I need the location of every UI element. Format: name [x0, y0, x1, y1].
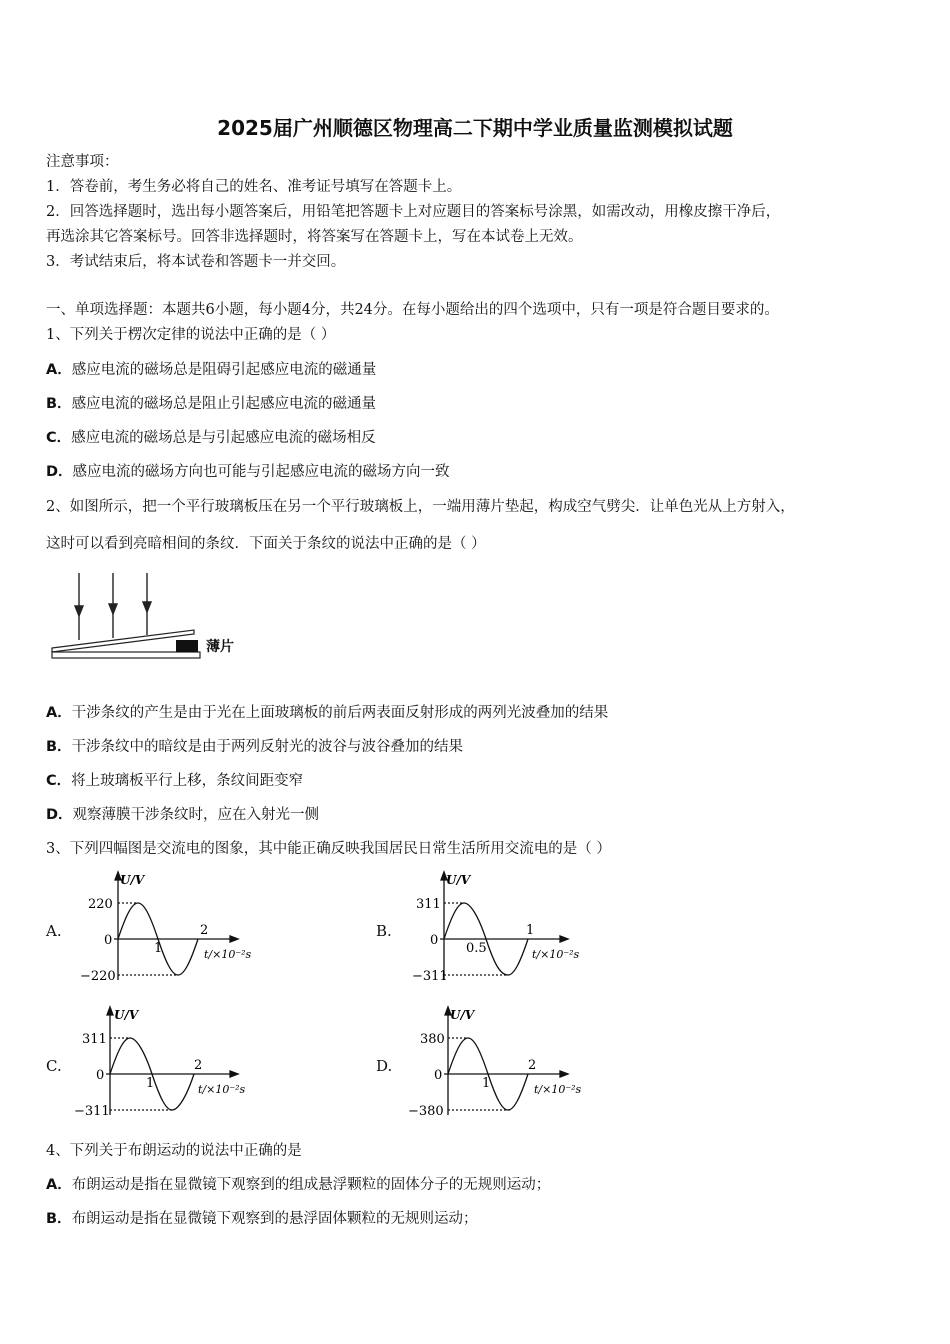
page-title: 2025届广州顺德区物理高二下期中学业质量监测模拟试题 — [217, 116, 733, 140]
option-text: 观察薄膜干涉条纹时，应在入射光一侧 — [72, 807, 320, 823]
q2-option-d — [46, 805, 319, 825]
graph-d-letter: D. — [376, 1057, 393, 1075]
y-axis-label: U/V — [450, 1008, 475, 1022]
notice-item: 再选涂其它答案标号。回答非选择题时，将答案写在答题卡上，写在本试卷上无效。 — [46, 229, 583, 245]
peak-negative-label: −311 — [412, 969, 448, 984]
x-axis-label: t/×10⁻²s — [532, 948, 580, 961]
origin-label: 0 — [96, 1068, 105, 1083]
peak-negative-label: −220 — [80, 969, 116, 984]
peak-positive-label: 311 — [82, 1032, 107, 1047]
q2-option-b — [46, 737, 463, 757]
notice-item: 1．答卷前，考生务必将自己的姓名、准考证号填写在答题卡上。 — [46, 179, 462, 195]
option-text: 干涉条纹中的暗纹是由于两列反射光的波谷与波谷叠加的结果 — [71, 739, 464, 755]
origin-label: 0 — [104, 933, 113, 948]
question-2-stem-cont: 这时可以看到亮暗相间的条纹．下面关于条纹的说法中正确的是（ ） — [46, 536, 486, 552]
x-axis-label: t/×10⁻²s — [198, 1083, 246, 1096]
option-letter: D． — [46, 464, 73, 480]
option-letter: B． — [46, 396, 72, 412]
peak-negative-label: −311 — [74, 1104, 110, 1119]
question-3-stem: 3、下列四幅图是交流电的图象，其中能正确反映我国居民日常生活所用交流电的是（ ） — [46, 841, 611, 857]
peak-positive-label: 311 — [416, 897, 441, 912]
y-axis-label: U/V — [114, 1008, 139, 1022]
option-text: 感应电流的磁场总是阻碍引起感应电流的磁通量 — [71, 362, 377, 378]
option-text: 布朗运动是指在显微镜下观察到的悬浮固体颗粒的无规则运动； — [71, 1211, 478, 1227]
option-letter: A． — [46, 362, 72, 378]
arrow-head — [109, 604, 117, 614]
q2-option-c — [46, 771, 303, 791]
question-2-stem: 2、如图所示，把一个平行玻璃板压在另一个平行玻璃板上，一端用薄片垫起，构成空气劈尖．让单色光从上方射入， — [46, 499, 795, 515]
option-text: 感应电流的磁场总是与引起感应电流的磁场相反 — [71, 430, 376, 446]
lower-glass-plate — [52, 652, 200, 658]
tick-label: 2 — [528, 1058, 537, 1073]
graph-c-letter: C. — [46, 1057, 62, 1075]
q1-option-a — [46, 360, 376, 380]
tick-label: 1 — [482, 1076, 491, 1091]
tick-label: 1 — [146, 1076, 155, 1091]
notice-heading: 注意事项： — [46, 154, 119, 170]
y-axis-label: U/V — [446, 873, 471, 887]
origin-label: 0 — [430, 933, 439, 948]
x-arrow — [560, 1071, 568, 1077]
peak-negative-label: −380 — [408, 1104, 444, 1119]
upper-glass-plate — [52, 630, 194, 652]
x-axis-label: t/×10⁻²s — [534, 1083, 582, 1096]
tick-label: 1 — [154, 941, 163, 956]
graph-a-letter: A. — [46, 922, 62, 940]
option-letter: D． — [46, 807, 73, 823]
notice-item: 2．回答选择题时，选出每小题答案后，用铅笔把答题卡上对应题目的答案标号涂黑，如需改动，用橡皮擦干净后， — [46, 204, 781, 220]
q2-option-a — [46, 703, 608, 723]
option-letter: C． — [46, 430, 72, 446]
q1-option-c — [46, 428, 376, 448]
x-arrow — [560, 936, 568, 942]
option-text: 感应电流的磁场总是阻止引起感应电流的磁通量 — [71, 396, 377, 412]
graph-a — [72, 870, 272, 990]
section-heading: 一、单项选择题：本题共6小题，每小题4分，共24分。在每小题给出的四个选项中，只有一项是符合题目要求的。 — [46, 302, 779, 318]
option-letter: A． — [46, 705, 72, 721]
tick-label: 0.5 — [466, 941, 487, 956]
peak-positive-label: 220 — [88, 897, 113, 912]
tick-label: 2 — [200, 923, 209, 938]
option-text: 感应电流的磁场方向也可能与引起感应电流的磁场方向一致 — [72, 464, 450, 480]
tick-label: 2 — [194, 1058, 203, 1073]
question-1-stem: 1、下列关于楞次定律的说法中正确的是（ ） — [46, 327, 336, 343]
arrow-head — [143, 602, 151, 612]
option-text: 将上玻璃板平行上移，条纹间距变窄 — [71, 773, 304, 789]
q4-option-a — [46, 1175, 550, 1195]
option-letter: A． — [46, 1177, 72, 1193]
q1-option-b — [46, 394, 376, 414]
question-4-stem: 4、下列关于布朗运动的说法中正确的是 — [46, 1143, 302, 1159]
graph-b-letter: B. — [376, 922, 392, 940]
option-letter: B． — [46, 739, 72, 755]
peak-positive-label: 380 — [420, 1032, 445, 1047]
option-letter: B． — [46, 1211, 72, 1227]
y-arrow — [107, 1007, 113, 1015]
graph-d — [402, 1005, 602, 1125]
graph-b — [402, 870, 602, 990]
x-axis-label: t/×10⁻²s — [204, 948, 252, 961]
arrow-head — [75, 606, 83, 616]
graph-c — [72, 1005, 272, 1125]
q1-option-d — [46, 462, 450, 482]
q4-option-b — [46, 1209, 478, 1229]
glass-plates — [52, 630, 200, 658]
option-letter: C． — [46, 773, 72, 789]
notice-item: 3．考试结束后，将本试卷和答题卡一并交回。 — [46, 254, 346, 270]
tick-label: 1 — [526, 923, 535, 938]
thin-sheet-label: 薄片 — [206, 639, 234, 655]
option-text: 布朗运动是指在显微镜下观察到的组成悬浮颗粒的固体分子的无规则运动； — [71, 1177, 551, 1193]
origin-label: 0 — [434, 1068, 443, 1083]
thin-sheet — [176, 640, 198, 652]
option-text: 干涉条纹的产生是由于光在上面玻璃板的前后两表面反射形成的两列光波叠加的结果 — [71, 705, 609, 721]
y-axis-label: U/V — [120, 873, 145, 887]
x-arrow — [230, 1071, 238, 1077]
x-arrow — [230, 936, 238, 942]
air-wedge-figure — [46, 570, 246, 662]
